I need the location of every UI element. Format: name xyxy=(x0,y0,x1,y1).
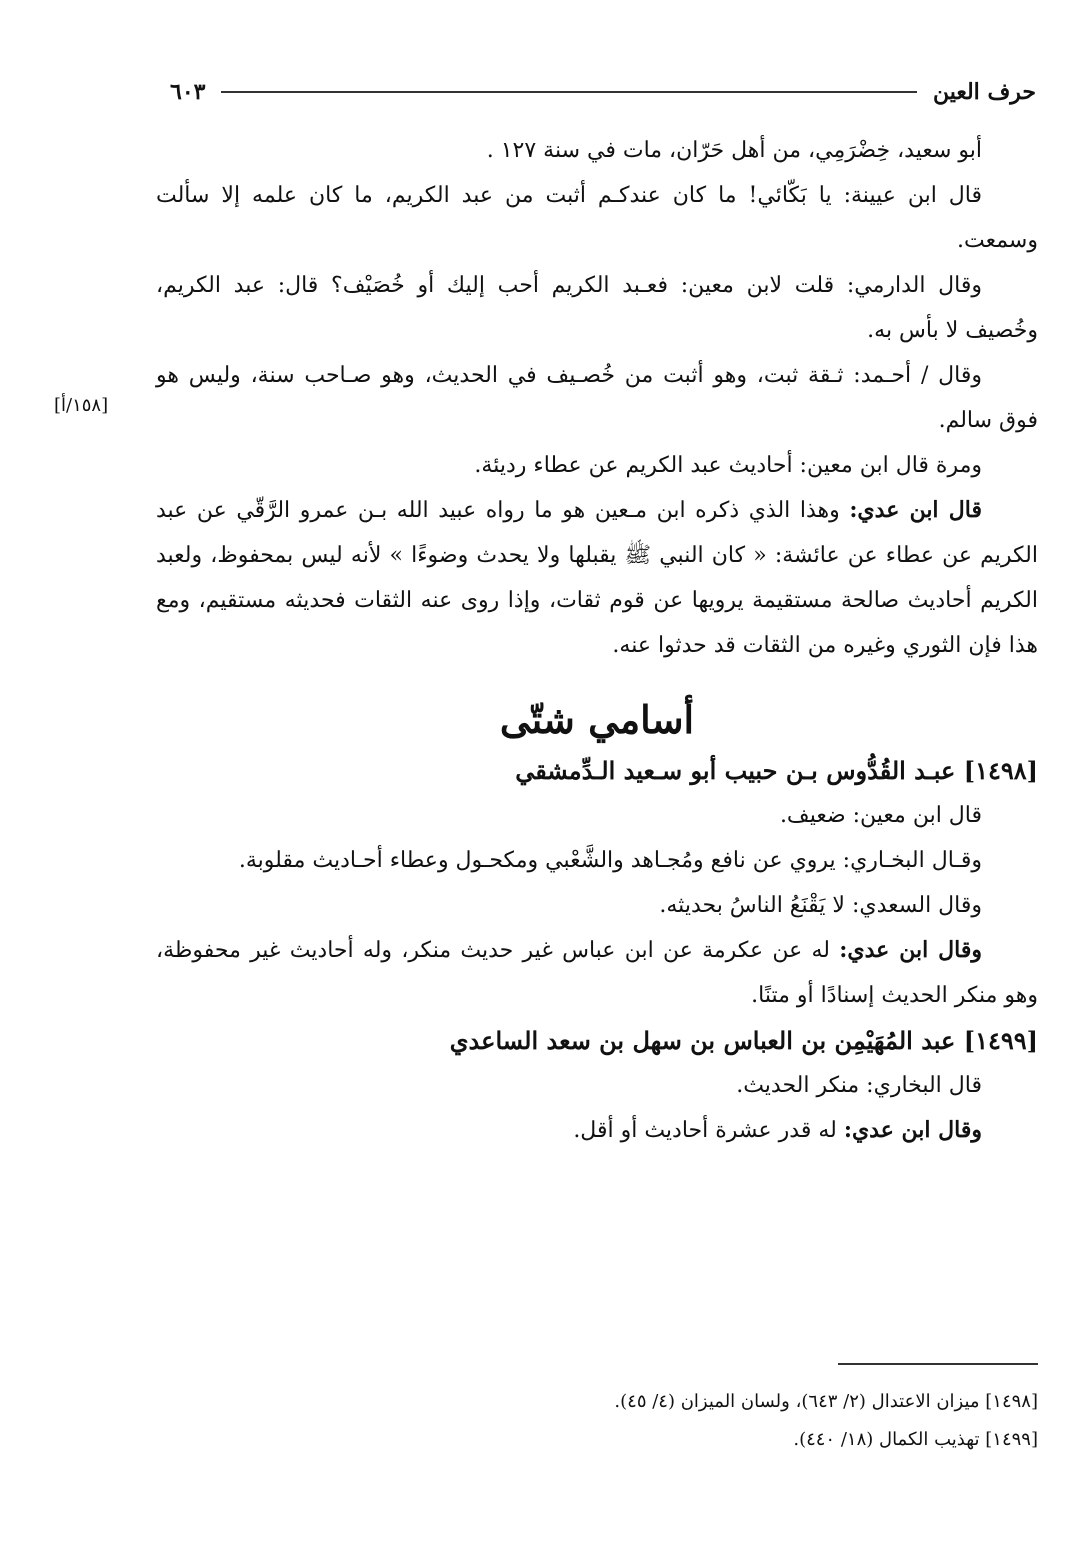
speaker-label: قال ابن عدي: xyxy=(849,497,982,523)
page-number: ٦٠٣ xyxy=(170,79,206,105)
paragraph: قال ابن عيينة: يا بَكّائي! ما كان عندكـم أثبت من عبد الكريم، ما كان علمه إلا سألت وسمعت. xyxy=(156,183,1038,253)
footnote-divider xyxy=(838,1363,1038,1365)
header-rule xyxy=(221,91,917,93)
speaker-label: وقال ابن عدي: xyxy=(839,937,982,963)
paragraph: وقال السعدي: لا يَقْنَعُ الناسُ بحديثه. xyxy=(659,893,982,918)
margin-manuscript-ref: [١٥٨/أ] xyxy=(54,395,109,416)
paragraph-text: له قدر عشرة أحاديث أو أقل. xyxy=(573,1118,844,1143)
paragraph: أبو سعيد، خِضْرَمِي، من أهل حَرّان، مات في سنة ١٢٧ . xyxy=(486,138,982,163)
paragraph: وقال الدارمي: قلت لابن معين: فعـبد الكريم أحب إليك أو خُصَيْف؟ قال: عبد الكريم، وخُصيف لا بأس به. xyxy=(156,273,1038,343)
paragraph-text: له عن عكرمة عن ابن عباس غير حديث منكر، وله أحاديث غير محفوظة، وهو منكر الحديث إسنادًا أو متنًا. xyxy=(156,938,1038,1008)
paragraph-text: وهذا الذي ذكره ابن مـعين هو ما رواه عبيد الله بـن عمرو الرَّقّي عن عبد الكريم عن عطاء عن عائشة: « كان النبي ﷺ يقبلها ولا يحدث وضوءًا » لأنه ليس بمحفوظ، ولعبد الكريم أحاديث صالحة مستقيمة يرويها عن قوم ثقات، وإذا روى عنه الثقات فحديثه مستقيم، ومع هذا فإن الثوري وغيره من الثقات قد حدثوا عنه. xyxy=(156,498,1038,658)
paragraph: ومرة قال ابن معين: أحاديث عبد الكريم عن عطاء رديئة. xyxy=(474,453,982,478)
footnote: [١٤٩٨] ميزان الاعتدال (٢/ ٦٤٣)، ولسان الميزان (٤/ ٤٥). xyxy=(614,1391,1038,1412)
paragraph: وقال / أحـمد: ثـقة ثبت، وهو أثبت من خُصـيف في الحديث، وهو صـاحب سنة، وليس هو فوق سالم. xyxy=(156,363,1038,433)
section-title: أسامي شتّى xyxy=(499,697,695,742)
paragraph xyxy=(156,1108,1038,1153)
footnotes xyxy=(156,1383,1038,1459)
paragraph: قال البخاري: منكر الحديث. xyxy=(736,1073,982,1098)
main-text xyxy=(156,128,1038,1153)
paragraph xyxy=(156,928,1038,1018)
entry-title: [١٤٩٩] عبد المُهَيْمِن بن العباس بن سهل بن سعد الساعدي xyxy=(449,1026,1038,1055)
speaker-label: وقال ابن عدي: xyxy=(843,1117,982,1143)
chapter-title: حرف العين xyxy=(932,79,1036,105)
paragraph: وقـال البخـاري: يروي عن نافع ومُجـاهد والشَّعْبي ومكحـول وعطاء أحـاديث مقلوبة. xyxy=(238,848,982,873)
entry-title: [١٤٩٨] عبـد القُدُّوس بـن حبيب أبو سـعيد الـدِّمشقي xyxy=(515,756,1038,785)
paragraph: قال ابن معين: ضعيف. xyxy=(779,803,982,828)
page-header xyxy=(170,72,1036,112)
paragraph xyxy=(156,488,1038,668)
footnote: [١٤٩٩] تهذيب الكمال (١٨/ ٤٤٠). xyxy=(793,1429,1038,1450)
